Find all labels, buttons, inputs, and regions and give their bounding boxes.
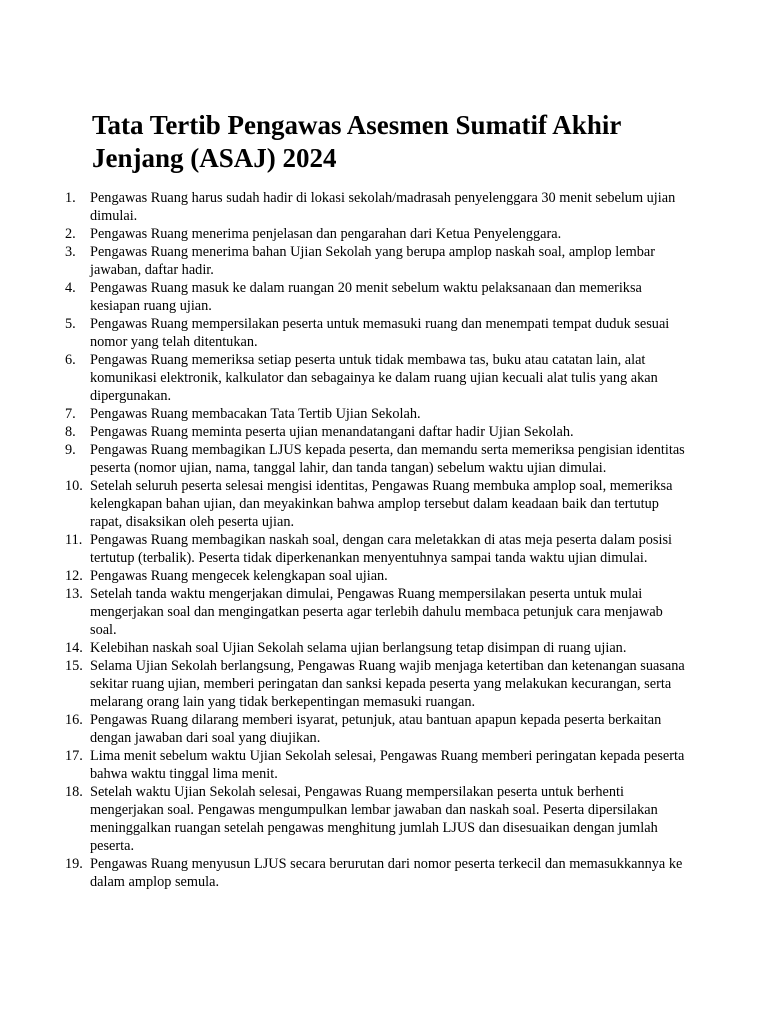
list-item	[65, 531, 688, 567]
list-item-number: 7.	[65, 406, 76, 422]
list-item	[65, 657, 688, 711]
list-item-number: 8.	[65, 424, 76, 440]
list-item-text: Setelah tanda waktu mengerjakan dimulai, Pengawas Ruang mempersilakan peserta untuk mulai mengerjakan soal dan mengingatkan peserta agar terlebih dahulu membaca petunjuk cara menjawab soal.	[90, 586, 663, 638]
list-item-number: 18.	[65, 784, 83, 800]
list-item-text: Pengawas Ruang dilarang memberi isyarat, petunjuk, atau bantuan apapun kepada peserta berkaitan dengan jawaban dari soal yang diujikan.	[90, 712, 662, 746]
list-item	[65, 747, 688, 783]
list-item-number: 5.	[65, 316, 76, 332]
list-item-text: Pengawas Ruang menyusun LJUS secara berurutan dari nomor peserta terkecil dan memasukkannya ke dalam amplop semula.	[90, 856, 683, 890]
list-item-number: 16.	[65, 712, 83, 728]
list-item-number: 19.	[65, 856, 83, 872]
list-item-number: 11.	[65, 532, 83, 548]
list-item-text: Lima menit sebelum waktu Ujian Sekolah selesai, Pengawas Ruang memberi peringatan kepada peserta bahwa waktu tinggal lima menit.	[90, 748, 685, 782]
list-item	[65, 783, 688, 855]
list-item-text: Pengawas Ruang memeriksa setiap peserta untuk tidak membawa tas, buku atau catatan lain, alat komunikasi elektronik, kalkulator dan sebagainya ke dalam ruang ujian kecuali alat tulis yang akan dipergunakan.	[90, 352, 658, 404]
list-item-number: 13.	[65, 586, 83, 602]
list-item-text: Pengawas Ruang masuk ke dalam ruangan 20 menit sebelum waktu pelaksanaan dan memeriksa kesiapan ruang ujian.	[90, 280, 642, 314]
list-item	[65, 711, 688, 747]
list-item-number: 17.	[65, 748, 83, 764]
list-item	[65, 243, 688, 279]
list-item	[65, 315, 688, 351]
list-item-text: Pengawas Ruang membacakan Tata Tertib Ujian Sekolah.	[90, 406, 421, 422]
list-item	[65, 567, 688, 585]
list-item-text: Pengawas Ruang harus sudah hadir di lokasi sekolah/madrasah penyelenggara 30 menit sebelum ujian dimulai.	[90, 190, 676, 224]
list-item	[65, 351, 688, 405]
list-item-text: Pengawas Ruang meminta peserta ujian menandatangani daftar hadir Ujian Sekolah.	[90, 424, 574, 440]
list-item-number: 2.	[65, 226, 76, 242]
list-item	[65, 855, 688, 891]
list-item-text: Setelah waktu Ujian Sekolah selesai, Pengawas Ruang mempersilakan peserta untuk berhenti mengerjakan soal. Pengawas mengumpulkan lembar jawaban dan naskah soal. Peserta dipersilakan meninggalkan ruangan setelah pengawas menghitung jumlah LJUS dan disesuaikan dengan jumlah peserta.	[90, 784, 658, 854]
list-item	[65, 477, 688, 531]
list-item-text: Selama Ujian Sekolah berlangsung, Pengawas Ruang wajib menjaga ketertiban dan ketenangan suasana sekitar ruang ujian, memberi peringatan dan sanksi kepada peserta yang melakukan kecurangan, serta melarang orang lain yang tidak berkepentingan memasuki ruangan.	[90, 658, 685, 710]
list-item-number: 3.	[65, 244, 76, 260]
list-item-number: 12.	[65, 568, 83, 584]
list-item	[65, 423, 688, 441]
list-item-number: 10.	[65, 478, 83, 494]
document-title: Tata Tertib Pengawas Asesmen Sumatif Akhir Jenjang (ASAJ) 2024	[92, 110, 621, 173]
list-item	[65, 441, 688, 477]
list-item-number: 6.	[65, 352, 76, 368]
list-item-text: Pengawas Ruang menerima bahan Ujian Sekolah yang berupa amplop naskah soal, amplop lembar jawaban, daftar hadir.	[90, 244, 655, 278]
list-item-number: 9.	[65, 442, 76, 458]
list-item-text: Pengawas Ruang mengecek kelengkapan soal ujian.	[90, 568, 388, 584]
list-item-text: Pengawas Ruang menerima penjelasan dan pengarahan dari Ketua Penyelenggara.	[90, 226, 562, 242]
list-item-number: 15.	[65, 658, 83, 674]
list-item	[65, 279, 688, 315]
rules-list	[65, 189, 688, 891]
list-item-number: 4.	[65, 280, 76, 296]
list-item-text: Pengawas Ruang mempersilakan peserta untuk memasuki ruang dan menempati tempat duduk sesuai nomor yang telah ditentukan.	[90, 316, 670, 350]
list-item	[65, 639, 688, 657]
list-item-text: Pengawas Ruang membagikan naskah soal, dengan cara meletakkan di atas meja peserta dalam posisi tertutup (terbalik). Peserta tidak diperkenankan menyentuhnya sampai tanda waktu ujian dimulai.	[90, 532, 673, 566]
list-item	[65, 225, 688, 243]
list-item	[65, 585, 688, 639]
list-item	[65, 405, 688, 423]
list-item-text: Pengawas Ruang membagikan LJUS kepada peserta, dan memandu serta memeriksa pengisian identitas peserta (nomor ujian, nama, tanggal lahir, dan tanda tangan) sebelum waktu ujian dimulai.	[90, 442, 685, 476]
list-item-text: Setelah seluruh peserta selesai mengisi identitas, Pengawas Ruang membuka amplop soal, memeriksa kelengkapan bahan ujian, dan meyakinkan bahwa amplop tersebut dalam keadaan baik dan tertutup rapat, disaksikan oleh peserta ujian.	[90, 478, 673, 530]
list-item-number: 1.	[65, 190, 76, 206]
list-item	[65, 189, 688, 225]
list-item-number: 14.	[65, 640, 83, 656]
list-item-text: Kelebihan naskah soal Ujian Sekolah selama ujian berlangsung tetap disimpan di ruang ujian.	[90, 640, 627, 656]
